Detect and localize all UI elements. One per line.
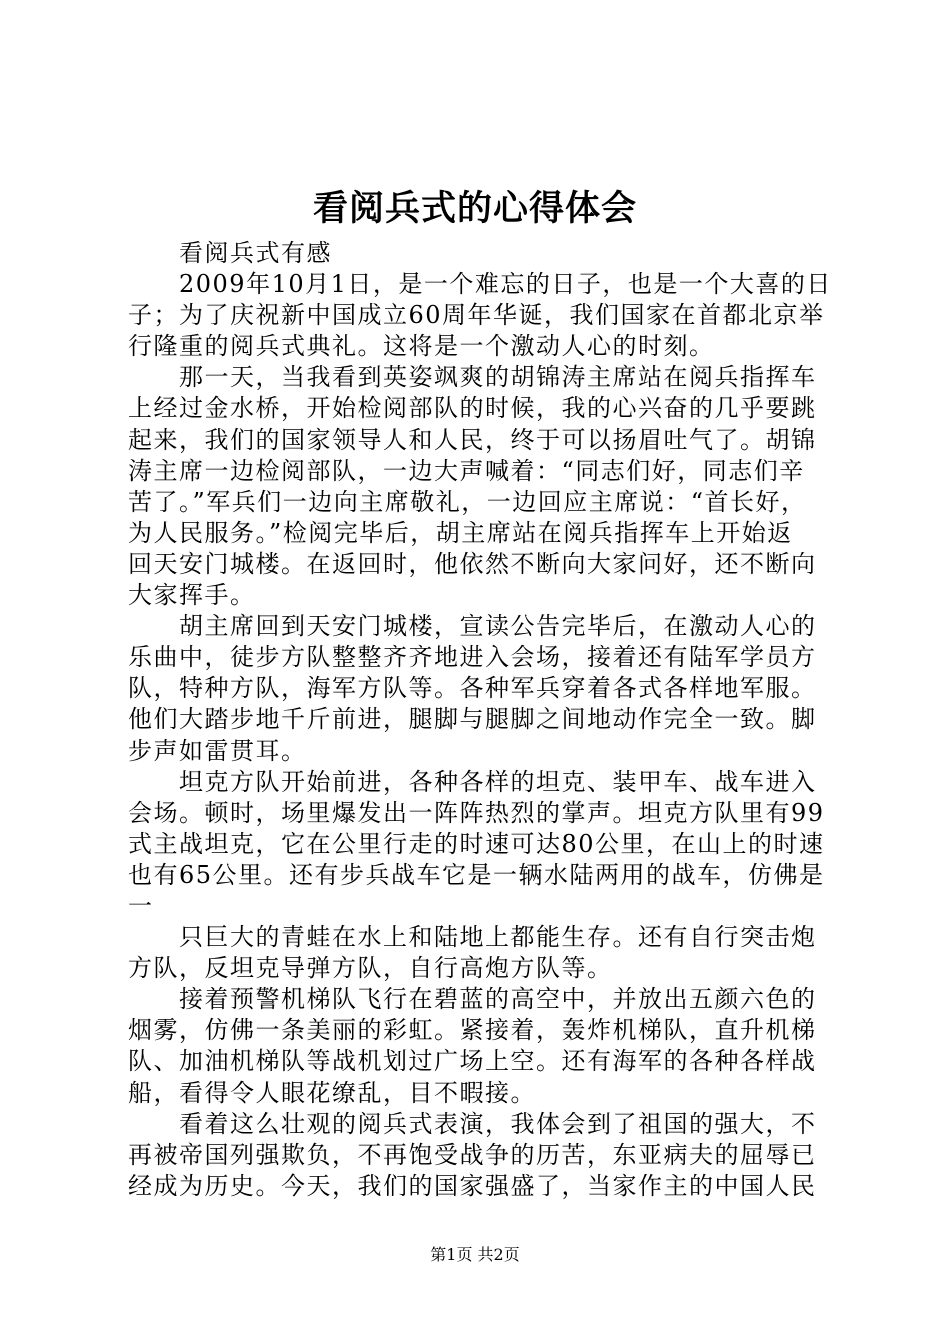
body-text-line: 式主战坦克，它在公里行走的时速可达80公里，在山上的时速: [128, 829, 825, 858]
body-text-line: 行隆重的阅兵式典礼。这将是一个激动人心的时刻。: [128, 332, 715, 361]
body-text-line: 队、加油机梯队等战机划过广场上空。还有海军的各种各样战: [128, 1047, 817, 1076]
body-text-line: 2009年10月1日，是一个难忘的日子，也是一个大喜的日: [128, 270, 832, 299]
body-text-line: 队，特种方队，海军方队等。各种军兵穿着各式各样地军服。: [128, 674, 817, 703]
body-text-line: 船，看得令人眼花缭乱，目不暇接。: [128, 1078, 536, 1107]
body-text-line: 只巨大的青蛙在水上和陆地上都能生存。还有自行突击炮: [128, 923, 817, 952]
body-text-line: 看着这么壮观的阅兵式表演，我体会到了祖国的强大，不: [128, 1109, 817, 1138]
body-text-line: 坦克方队开始前进，各种各样的坦克、装甲车、战车进入: [128, 767, 817, 796]
body-text-line: 步声如雷贯耳。: [128, 736, 307, 765]
body-text-line: 苦了。”军兵们一边向主席敬礼，一边回应主席说：“首长好，: [128, 487, 807, 516]
body-text-line: 一: [128, 891, 154, 920]
body-text-line: 乐曲中，徒步方队整整齐齐地进入会场，接着还有陆军学员方: [128, 643, 817, 672]
document-title: 看阅兵式的心得体会: [312, 188, 637, 229]
body-text-line: 经成为历史。今天，我们的国家强盛了，当家作主的中国人民: [128, 1171, 817, 1200]
body-text-line: 那一天，当我看到英姿飒爽的胡锦涛主席站在阅兵指挥车: [128, 363, 817, 392]
body-text-line: 再被帝国列强欺负，不再饱受战争的历苦，东亚病夫的屈辱已: [128, 1140, 817, 1169]
body-text-line: 为人民服务。”检阅完毕后，胡主席站在阅兵指挥车上开始返: [128, 518, 793, 547]
document-body: [128, 238, 832, 1202]
body-text-line: 起来，我们的国家领导人和人民，终于可以扬眉吐气了。胡锦: [128, 425, 817, 454]
body-text-line: 胡主席回到天安门城楼，宣读公告完毕后，在激动人心的: [128, 612, 817, 641]
body-text-line: 回天安门城楼。在返回时，他依然不断向大家问好，还不断向: [128, 549, 817, 578]
body-text-line: 大家挥手。: [128, 581, 256, 610]
body-text-line: 会场。顿时，场里爆发出一阵阵热烈的掌声。坦克方队里有99: [128, 798, 825, 827]
body-text-line: 他们大踏步地千斤前进，腿脚与腿脚之间地动作完全一致。脚: [128, 705, 817, 734]
body-text-line: 接着预警机梯队飞行在碧蓝的高空中，并放出五颜六色的: [128, 985, 817, 1014]
body-text-line: 子；为了庆祝新中国成立60周年华诞，我们国家在首都北京举: [128, 301, 825, 330]
body-text-line: 看阅兵式有感: [128, 239, 332, 267]
body-text-line: 涛主席一边检阅部队，一边大声喊着：“同志们好，同志们辛: [128, 456, 805, 485]
body-text-line: 上经过金水桥，开始检阅部队的时候，我的心兴奋的几乎要跳: [128, 394, 817, 423]
body-text-line: 方队，反坦克导弹方队，自行高炮方队等。: [128, 954, 613, 983]
body-text-line: 也有65公里。还有步兵战车它是一辆水陆两用的战车，仿佛是: [128, 860, 825, 889]
page-footer: 第1页 共2页: [430, 1245, 520, 1264]
body-text-line: 烟雾，仿佛一条美丽的彩虹。紧接着，轰炸机梯队，直升机梯: [128, 1016, 817, 1045]
